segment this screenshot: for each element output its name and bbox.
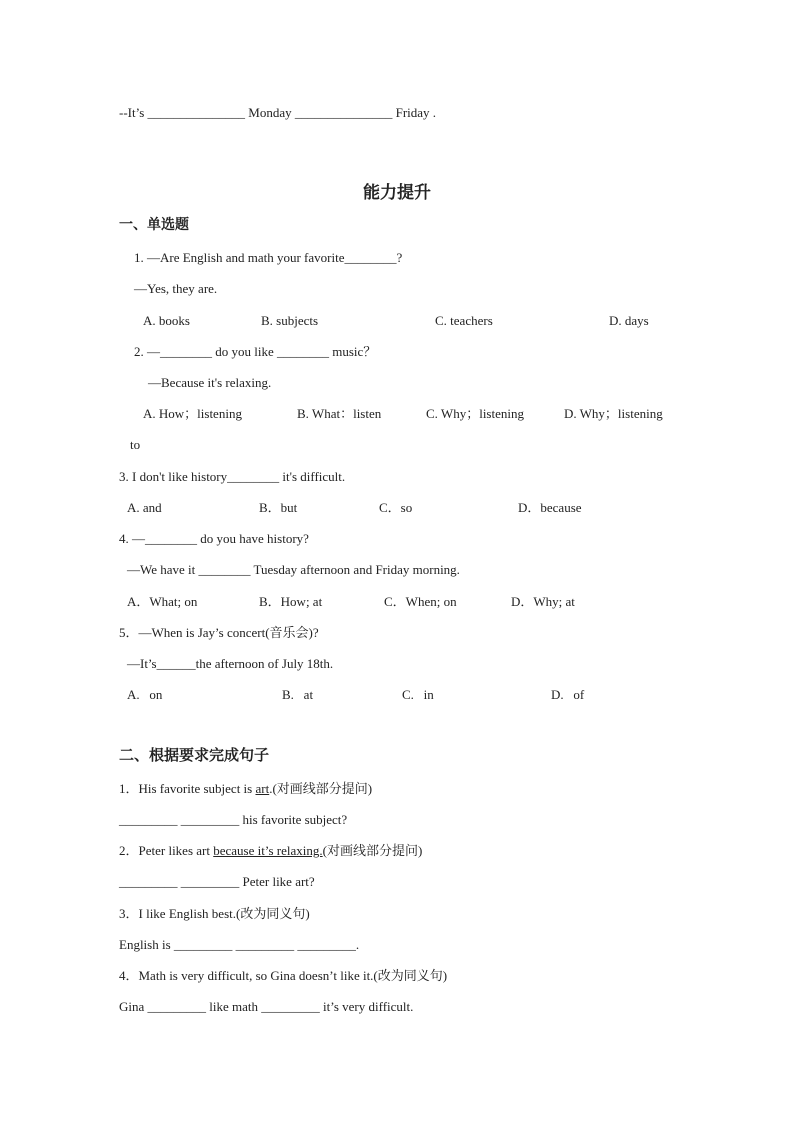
q5-question: 5．—When is Jay’s concert(音乐会)? bbox=[119, 625, 319, 640]
s2-underlined: because it’s relaxing. bbox=[213, 843, 323, 858]
q4-option-d: D．Why; at bbox=[511, 594, 575, 609]
section2-heading: 二、根据要求完成句子 bbox=[119, 748, 270, 764]
q1-question: 1. —Are English and math your favorite________? bbox=[134, 250, 403, 265]
top-fill-line: --It’s _______________ Monday _______________ Friday . bbox=[119, 105, 437, 120]
q2-option-b: B. What：listen bbox=[297, 406, 382, 421]
q1-option-d: D. days bbox=[609, 313, 649, 328]
s4-question: 4．Math is very difficult, so Gina doesn’t like it.(改为同义句) bbox=[119, 968, 448, 983]
q1-option-b: B. subjects bbox=[261, 313, 319, 328]
q1-option-a: A. books bbox=[143, 313, 190, 328]
q3-option-d: D．because bbox=[518, 500, 582, 515]
q5-option-c: C. in bbox=[402, 687, 434, 702]
q4-option-c: C．When; on bbox=[384, 594, 457, 609]
q4-question: 4. —________ do you have history? bbox=[119, 531, 309, 546]
q3-option-a: A. and bbox=[127, 500, 162, 515]
q2-option-d: D. Why；listening bbox=[564, 406, 663, 421]
s1-answer: _________ _________ his favorite subject? bbox=[119, 812, 348, 827]
s3-answer: English is _________ _________ _________. bbox=[119, 937, 360, 952]
s2-question bbox=[119, 843, 422, 859]
s1-underlined: art bbox=[255, 781, 270, 796]
section1-heading: 一、单选题 bbox=[119, 218, 189, 233]
s2-answer: _________ _________ Peter like art? bbox=[119, 874, 315, 889]
q3-question: 3. I don't like history________ it's difficult. bbox=[119, 469, 346, 484]
s2-question-pre: 2．Peter likes art bbox=[119, 843, 214, 858]
q3-option-b: B．but bbox=[259, 500, 298, 515]
q1-answer: —Yes, they are. bbox=[134, 281, 218, 296]
s1-question bbox=[119, 781, 372, 797]
q2-option-c: C. Why；listening bbox=[426, 406, 524, 421]
s4-answer: Gina _________ like math _________ it’s very difficult. bbox=[119, 999, 414, 1014]
q3-option-c: C．so bbox=[379, 500, 413, 515]
q5-option-a: A. on bbox=[127, 687, 163, 702]
s1-question-pre: 1．His favorite subject is bbox=[119, 781, 256, 796]
s1-question-post: .(对画线部分提问) bbox=[269, 781, 373, 796]
q2-option-a: A. How；listening bbox=[143, 406, 242, 421]
section-title: 能力提升 bbox=[363, 183, 431, 202]
s3-question: 3．I like English best.(改为同义句) bbox=[119, 906, 310, 921]
q4-option-b: B．How; at bbox=[259, 594, 323, 609]
q2-option-wrap: to bbox=[130, 437, 141, 452]
q2-question: 2. —________ do you like ________ music？ bbox=[134, 344, 377, 359]
q2-answer: —Because it's relaxing. bbox=[148, 375, 272, 390]
q5-answer: —It’s______the afternoon of July 18th. bbox=[127, 656, 334, 671]
q5-option-b: B. at bbox=[282, 687, 314, 702]
q5-option-d: D. of bbox=[551, 687, 585, 702]
q1-option-c: C. teachers bbox=[435, 313, 493, 328]
q4-option-a: A．What; on bbox=[127, 594, 198, 609]
s2-question-post: (对画线部分提问) bbox=[322, 843, 423, 858]
q4-answer: —We have it ________ Tuesday afternoon and Friday morning. bbox=[127, 562, 460, 577]
